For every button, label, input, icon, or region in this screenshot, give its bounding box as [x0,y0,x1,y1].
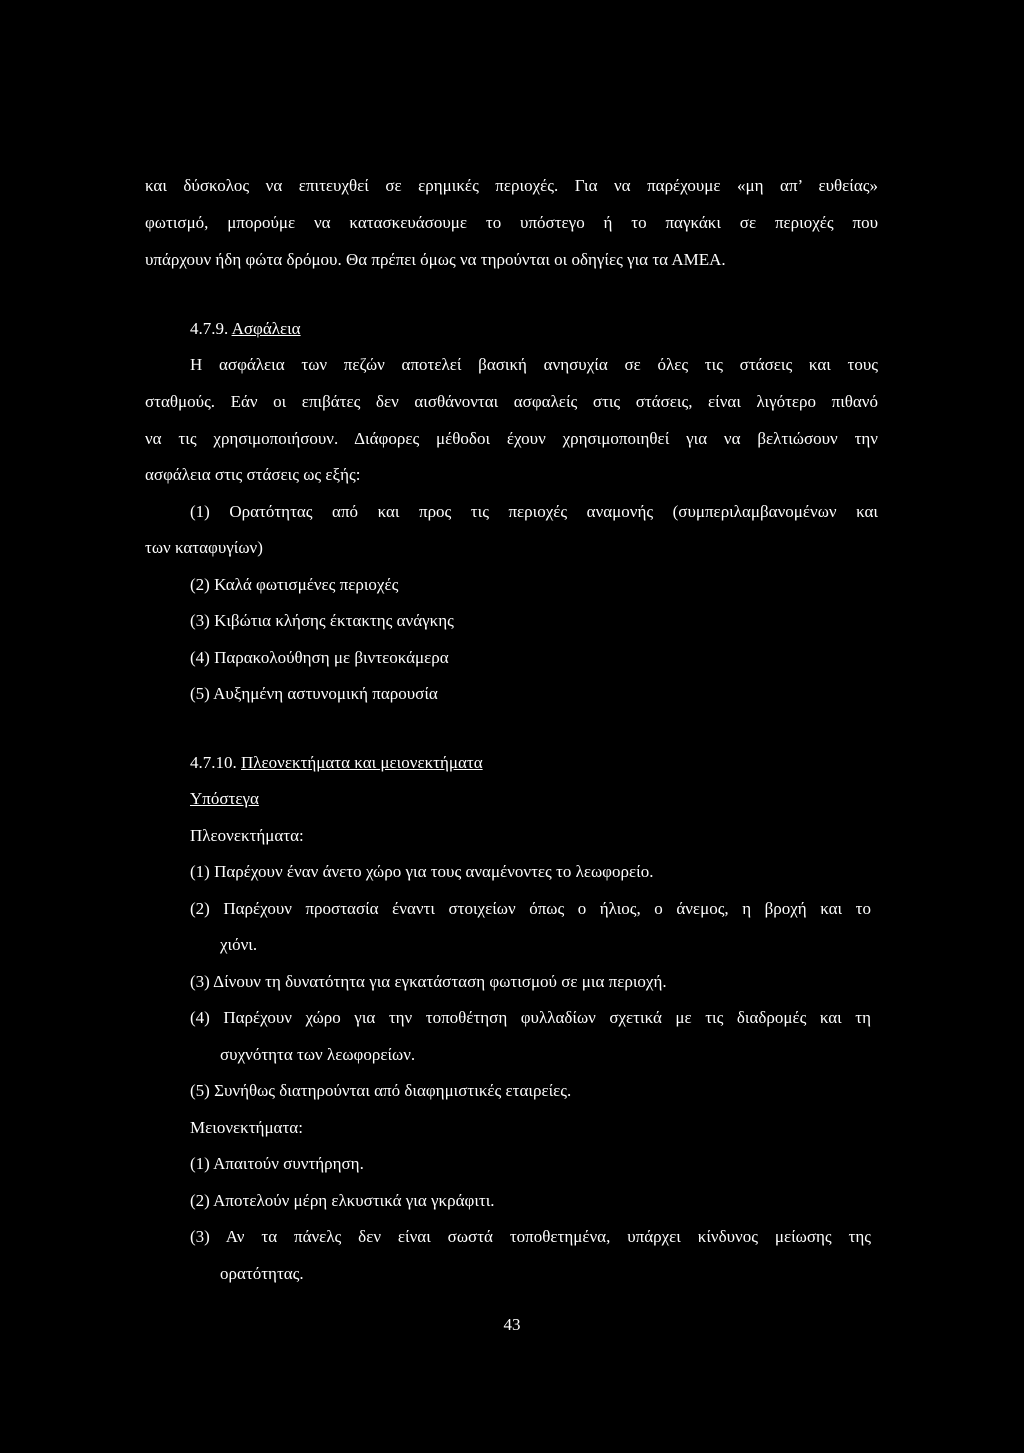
section-heading-479 [190,318,301,340]
list-item-continuation: χιόνι. [220,935,258,954]
subsection-title: Υπόστεγα [190,789,259,808]
paragraph-line: να τις χρησιμοποιήσουν. Διάφορες μέθοδοι έχουν χρησιμοποιηθεί για να βελτιώσουν την [145,429,878,448]
list-item: (1) Απαιτούν συντήρηση. [190,1154,364,1173]
list-item: (3) Δίνουν τη δυνατότητα για εγκατάσταση φωτισμού σε μια περιοχή. [190,972,667,991]
list-item-continuation: συχνότητα των λεωφορείων. [220,1045,416,1064]
page-number: 43 [503,1315,521,1334]
list-item: (2) Αποτελούν μέρη ελκυστικά για γκράφιτι. [190,1191,495,1210]
disadvantages-label: Μειονεκτήματα: [190,1118,303,1137]
list-item: (4) Παρακολούθηση με βιντεοκάμερα [190,648,449,667]
list-item: (2) Παρέχουν προστασία έναντι στοιχείων όπως ο ήλιος, ο άνεμος, η βροχή και το [190,899,871,918]
list-item: (4) Παρέχουν χώρο για την τοποθέτηση φυλλαδίων σχετικά με τις διαδρομές και τη [190,1008,871,1027]
section-heading-4710 [190,752,483,774]
list-item: (5) Συνήθως διατηρούνται από διαφημιστικές εταιρείες. [190,1081,572,1100]
list-item: (1) Ορατότητας από και προς τις περιοχές αναμονής (συμπεριλαμβανομένων και [190,502,878,521]
list-item: (2) Καλά φωτισμένες περιοχές [190,575,399,594]
section-title: Ασφάλεια [231,319,301,338]
paragraph-line: υπάρχουν ήδη φώτα δρόμου. Θα πρέπει όμως να τηρούνται οι οδηγίες για τα ΑΜΕΑ. [145,250,726,269]
paragraph-line: και δύσκολος να επιτευχθεί σε ερημικές περιοχές. Για να παρέχουμε «μη απ’ ευθείας» [145,176,878,195]
list-item: (5) Αυξημένη αστυνομική παρουσία [190,684,438,703]
list-item: (1) Παρέχουν έναν άνετο χώρο για τους αναμένοντες το λεωφορείο. [190,862,654,881]
paragraph-line: ασφάλεια στις στάσεις ως εξής: [145,465,361,484]
paragraph-line: σταθμούς. Εάν οι επιβάτες δεν αισθάνονται ασφαλείς στις στάσεις, είναι λιγότερο πιθανό [145,392,878,411]
paragraph-line: Η ασφάλεια των πεζών αποτελεί βασική ανησυχία σε όλες τις στάσεις και τους [190,355,878,374]
paragraph-line: φωτισμό, μπορούμε να κατασκευάσουμε το υπόστεγο ή το παγκάκι σε περιοχές που [145,213,878,232]
list-item: (3) Αν τα πάνελς δεν είναι σωστά τοποθετημένα, υπάρχει κίνδυνος μείωσης της [190,1227,871,1246]
list-item: (3) Κιβώτια κλήσης έκτακτης ανάγκης [190,611,454,630]
list-item-continuation: ορατότητας. [220,1264,304,1283]
advantages-label: Πλεονεκτήματα: [190,826,304,845]
section-title: Πλεονεκτήματα και μειονεκτήματα [241,753,483,772]
section-number: 4.7.10. [190,753,237,772]
list-item-continuation: των καταφυγίων) [145,538,263,557]
section-number: 4.7.9. [190,319,229,338]
